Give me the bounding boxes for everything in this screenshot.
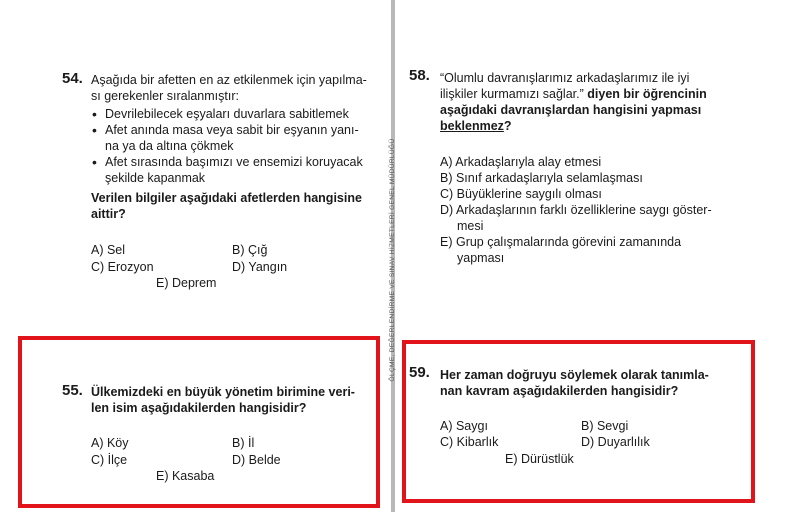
question-number: 55.	[62, 382, 83, 399]
option-c[interactable]: C) Erozyon	[91, 260, 154, 274]
option-d[interactable]: D) Belde	[232, 453, 281, 467]
option-c[interactable]: C) Kibarlık	[440, 435, 499, 449]
bullet-list	[91, 106, 381, 186]
option-a[interactable]: A) Sel	[91, 243, 126, 257]
question-number: 59.	[409, 364, 430, 381]
option-e[interactable]: E) Grup çalışmalarında görevini zamanında yapması	[440, 235, 682, 265]
question-stem: Verilen bilgiler aşağıdaki afetlerden hangisine aittir?	[91, 191, 362, 221]
question-stem: Ülkemizdeki en büyük yönetim birimine veri- len isim aşağıdakilerden hangisidir?	[91, 385, 355, 415]
question-number: 58.	[409, 67, 430, 84]
list-item: • Afet anında masa veya sabit bir eşyanın yanı- na ya da altına çökmek	[91, 122, 381, 154]
option-e[interactable]: E) Deprem	[156, 276, 217, 290]
side-publisher-text: ÖLÇME, DEĞERLENDİRME VE SINAV HİZMETLERİ GENEL MÜDÜRLÜĞÜ	[389, 138, 396, 382]
list-item: • Devrilebilecek eşyaları duvarlara sabitlemek	[91, 106, 381, 122]
option-a[interactable]: A) Arkadaşlarıyla alay etmesi	[440, 155, 602, 169]
option-b[interactable]: B) İl	[232, 436, 255, 450]
option-b[interactable]: B) Çığ	[232, 243, 268, 257]
option-c[interactable]: C) İlçe	[91, 453, 128, 467]
question-intro: Aşağıda bir afetten en az etkilenmek için yapılma- sı gerekenler sıralanmıştır:	[91, 73, 367, 103]
option-b[interactable]: B) Sınıf arkadaşlarıyla selamlaşması	[440, 171, 643, 185]
option-d[interactable]: D) Arkadaşlarının farklı özelliklerine saygı göster- mesi	[440, 203, 712, 233]
list-item: • Afet sırasında başımızı ve ensemizi koruyacak şekilde kapanmak	[91, 154, 381, 186]
options-list	[440, 154, 740, 266]
option-e[interactable]: E) Kasaba	[156, 469, 215, 483]
option-d[interactable]: D) Yangın	[232, 260, 288, 274]
question-stem: Her zaman doğruyu söylemek olarak tanımla- nan kavram aşağıdakilerden hangisidir?	[440, 368, 709, 398]
emphasis-underlined: beklenmez	[440, 119, 504, 133]
option-a[interactable]: A) Köy	[91, 436, 129, 450]
option-b[interactable]: B) Sevgi	[581, 419, 629, 433]
option-a[interactable]: A) Saygı	[440, 419, 488, 433]
question-number: 54.	[62, 70, 83, 87]
question-stem: “Olumlu davranışlarımız arkadaşlarımız ile iyi ilişkiler kurmamızı sağlar.” diyen bir öğrencinin aşağıdaki davranışlardan hangisini yapması beklenmez?	[440, 71, 707, 133]
option-c[interactable]: C) Büyüklerine saygılı olması	[440, 187, 602, 201]
option-d[interactable]: D) Duyarlılık	[581, 435, 650, 449]
option-e[interactable]: E) Dürüstlük	[505, 452, 574, 466]
